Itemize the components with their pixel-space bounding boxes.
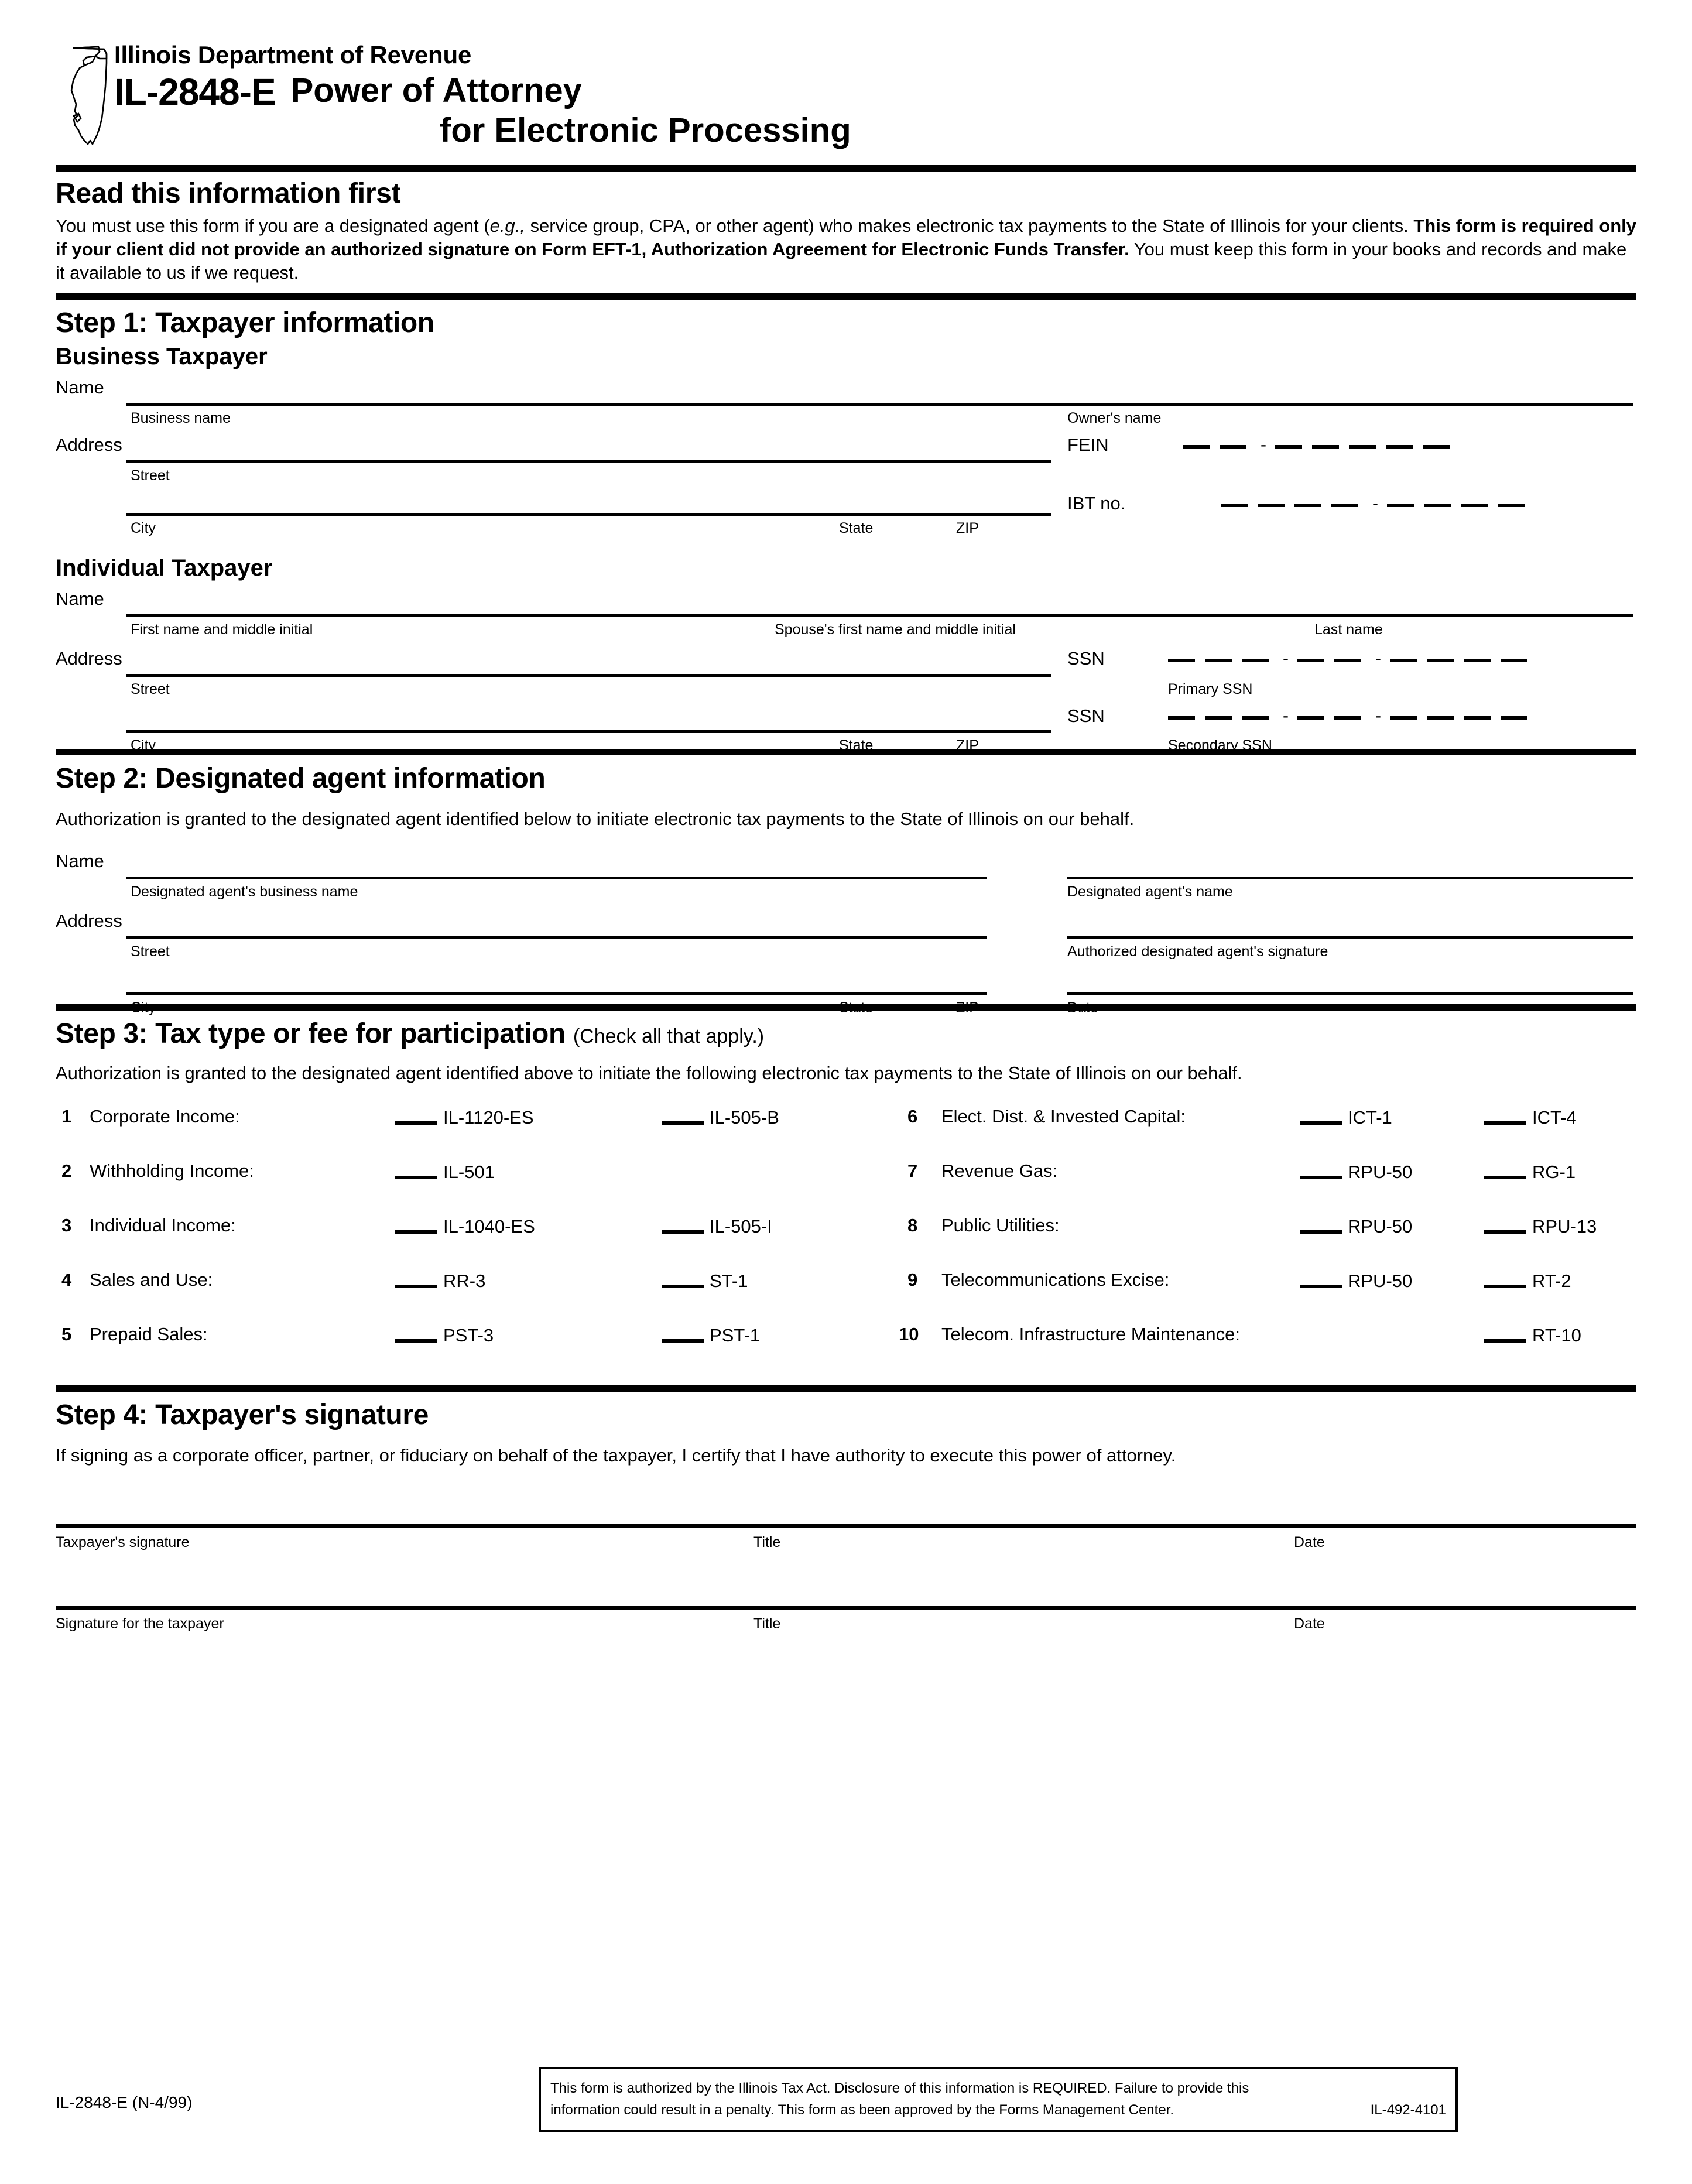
read-first-section <box>0 177 1692 285</box>
department-name: Illinois Department of Revenue <box>114 41 472 69</box>
individual-taxpayer-fields <box>56 588 1636 754</box>
checkbox-option-1[interactable] <box>1300 1161 1412 1183</box>
checkbox-blank[interactable] <box>395 1161 437 1179</box>
cap-owners-name: Owner's name <box>1067 409 1162 426</box>
cap-individual-state: State <box>839 737 874 754</box>
tax-type-row <box>56 1215 1636 1269</box>
row-label: Telecom. Infrastructure Maintenance: <box>941 1324 1241 1345</box>
option-label: PST-1 <box>710 1325 761 1346</box>
step2-intro: Authorization is granted to the designated agent identified below to initiate electronic tax payments to the State of Illinois on our behalf. <box>56 808 1135 829</box>
row-label: Elect. Dist. & Invested Capital: <box>941 1106 1186 1127</box>
checkbox-blank[interactable] <box>1300 1161 1342 1179</box>
row-number: 2 <box>61 1161 72 1182</box>
option-label: RT-10 <box>1532 1325 1581 1346</box>
cap-business-zip: ZIP <box>956 519 979 536</box>
option-label: IL-505-I <box>710 1216 772 1237</box>
checkbox-blank[interactable] <box>1484 1161 1526 1179</box>
step1-heading: Step 1: Taxpayer information <box>56 307 434 338</box>
row-label: Prepaid Sales: <box>90 1324 208 1345</box>
individual-taxpayer-subheading: Individual Taxpayer <box>56 554 273 581</box>
option-label: ICT-4 <box>1532 1107 1577 1128</box>
row-number: 3 <box>61 1215 72 1236</box>
option-label: IL-1040-ES <box>443 1216 535 1237</box>
read-first-eg: e.g., <box>489 215 525 236</box>
row-number: 6 <box>907 1106 918 1127</box>
checkbox-option-2[interactable] <box>1484 1269 1571 1292</box>
row-number: 8 <box>907 1215 918 1236</box>
checkbox-blank[interactable] <box>1484 1324 1526 1343</box>
cap-primary-ssn: Primary SSN <box>1168 680 1253 697</box>
step2-section <box>0 762 1692 1016</box>
checkbox-blank[interactable] <box>662 1215 704 1234</box>
ibt-input[interactable]: - <box>1221 500 1535 507</box>
signature-captions-2 <box>56 1615 1636 1645</box>
row-number: 1 <box>61 1106 72 1127</box>
cap-agent-name: Designated agent's name <box>1067 883 1233 900</box>
form-header <box>0 0 1692 150</box>
option-label: RPU-50 <box>1348 1216 1413 1237</box>
option-label: IL-501 <box>443 1162 495 1183</box>
checkbox-option-2[interactable] <box>1484 1106 1577 1128</box>
tax-type-row <box>56 1269 1636 1324</box>
step2-fields <box>56 850 1636 1016</box>
option-label: RPU-50 <box>1348 1271 1413 1292</box>
step3-section <box>0 1018 1692 1378</box>
cap-individual-zip: ZIP <box>956 737 979 754</box>
agent-business-name-input[interactable] <box>126 877 987 879</box>
taxpayer-signature-line-2[interactable] <box>56 1606 1636 1610</box>
cap-last-name: Last name <box>1314 621 1383 638</box>
checkbox-option-1[interactable] <box>395 1269 485 1292</box>
cap-agent-zip: ZIP <box>956 999 979 1016</box>
checkbox-option-2[interactable] <box>1484 1215 1597 1237</box>
cap-business-street: Street <box>131 467 170 484</box>
option-label: IL-505-B <box>710 1107 779 1128</box>
primary-ssn-label: SSN <box>1067 648 1105 669</box>
tax-type-row <box>56 1324 1636 1378</box>
step3-grid <box>56 1106 1636 1378</box>
agent-street-input[interactable] <box>126 936 987 939</box>
read-first-text-a: You must use this form if you are a designated agent ( <box>56 215 490 236</box>
step4-section <box>0 1399 1692 1644</box>
option-label: IL-1120-ES <box>443 1107 534 1128</box>
individual-name-label: Name <box>56 588 104 609</box>
authorization-notice-line-1: This form is authorized by the Illinois Tax Act. Disclosure of this information is REQUIRED. Failure to provide this <box>550 2080 1249 2096</box>
checkbox-blank[interactable] <box>1484 1215 1526 1234</box>
option-label: RT-2 <box>1532 1271 1571 1292</box>
row-number: 9 <box>907 1269 918 1290</box>
checkbox-blank[interactable] <box>395 1215 437 1234</box>
read-first-paragraph <box>56 214 1636 285</box>
checkbox-option-1[interactable] <box>395 1161 495 1183</box>
signature-captions-1 <box>56 1534 1636 1563</box>
checkbox-blank[interactable] <box>1484 1106 1526 1125</box>
step3-heading-main: Step 3: Tax type or fee for participation <box>56 1018 566 1049</box>
business-name-input[interactable] <box>126 403 1633 406</box>
business-taxpayer-fields <box>56 376 1636 536</box>
cap-business-name: Business name <box>131 409 231 426</box>
option-label: RG-1 <box>1532 1162 1576 1183</box>
individual-street-input[interactable] <box>126 674 1051 677</box>
agent-date-input[interactable] <box>1067 992 1633 995</box>
checkbox-option-2[interactable] <box>662 1215 772 1237</box>
option-label: RPU-13 <box>1532 1216 1597 1237</box>
agent-name-label: Name <box>56 850 104 871</box>
cap-taxpayer-signature-1: Taxpayer's signature <box>56 1533 190 1550</box>
ibt-label: IBT no. <box>1067 492 1126 514</box>
read-first-text-c: You must keep this form in your books and records and make it available to us if we request. <box>56 239 1627 283</box>
divider-rule <box>56 1385 1636 1392</box>
row-number: 4 <box>61 1269 72 1290</box>
cap-business-city: City <box>131 519 156 536</box>
cap-individual-city: City <box>131 737 156 754</box>
row-label: Revenue Gas: <box>941 1161 1058 1182</box>
business-taxpayer-subheading: Business Taxpayer <box>56 343 268 369</box>
row-number: 10 <box>899 1324 919 1345</box>
cap-secondary-ssn: Secondary SSN <box>1168 737 1272 754</box>
individual-name-input[interactable] <box>126 614 1633 617</box>
cap-business-state: State <box>839 519 874 536</box>
business-address-label: Address <box>56 434 122 455</box>
taxpayer-signature-line-1[interactable] <box>56 1524 1636 1528</box>
row-label: Withholding Income: <box>90 1161 254 1182</box>
business-street-input[interactable] <box>126 460 1051 463</box>
form-title-line1: Power of Attorney <box>290 71 582 109</box>
cap-first-name: First name and middle initial <box>131 621 313 638</box>
checkbox-blank[interactable] <box>662 1324 704 1343</box>
agent-city-input[interactable] <box>126 992 987 995</box>
checkbox-blank[interactable] <box>1484 1269 1526 1288</box>
checkbox-option-2[interactable] <box>1484 1324 1581 1346</box>
cap-agent-street: Street <box>131 943 170 960</box>
checkbox-blank[interactable] <box>395 1324 437 1343</box>
option-label: RPU-50 <box>1348 1162 1413 1183</box>
agent-name-input[interactable] <box>1067 877 1633 879</box>
read-first-bold: This form is required only if your client did not provide an authorized signature on Form EFT-1, Authorization Agreement for Electronic Funds Transfer. <box>56 215 1637 260</box>
tax-type-row <box>56 1161 1636 1215</box>
option-label: ICT-1 <box>1348 1107 1392 1128</box>
cap-agent-date: Date <box>1067 999 1098 1016</box>
cap-individual-street: Street <box>131 680 170 697</box>
row-label: Individual Income: <box>90 1215 236 1236</box>
agent-address-label: Address <box>56 910 122 931</box>
divider-rule <box>56 165 1636 172</box>
secondary-ssn-input[interactable]: - - <box>1168 713 1537 720</box>
cap-agent-business-name: Designated agent's business name <box>131 883 358 900</box>
form-number: IL-2848-E <box>114 71 276 113</box>
row-label: Public Utilities: <box>941 1215 1060 1236</box>
cap-spouse-name: Spouse's first name and middle initial <box>775 621 1016 638</box>
step4-heading: Step 4: Taxpayer's signature <box>56 1399 429 1431</box>
divider-rule <box>56 293 1636 300</box>
checkbox-option-1[interactable] <box>395 1324 494 1346</box>
checkbox-option-2[interactable] <box>662 1269 748 1292</box>
authorization-notice-line-2 <box>550 2099 1446 2121</box>
cap-date-1: Date <box>1294 1533 1325 1550</box>
checkbox-blank[interactable] <box>1300 1269 1342 1288</box>
authorization-notice-text-2: information could result in a penalty. This form as been approved by the Forms Management Center. <box>550 2102 1174 2118</box>
option-label: RR-3 <box>443 1271 486 1292</box>
checkbox-option-1[interactable] <box>1300 1215 1412 1237</box>
step3-intro: Authorization is granted to the designated agent identified above to initiate the following electronic tax payments to the State of Illinois on our behalf. <box>56 1062 1242 1083</box>
checkbox-blank[interactable] <box>395 1269 437 1288</box>
agent-signature-input[interactable] <box>1067 936 1633 939</box>
row-label: Sales and Use: <box>90 1269 213 1290</box>
checkbox-blank[interactable] <box>662 1106 704 1125</box>
form-revision-code: IL-2848-E (N-4/99) <box>56 2093 193 2111</box>
cap-agent-city: City <box>131 999 156 1016</box>
secondary-ssn-label: SSN <box>1067 705 1105 726</box>
row-number: 7 <box>907 1161 918 1182</box>
checkbox-option-1[interactable] <box>1300 1269 1412 1292</box>
individual-city-input[interactable] <box>126 730 1051 733</box>
cap-taxpayer-signature-2: Signature for the taxpayer <box>56 1615 224 1632</box>
business-name-label: Name <box>56 376 104 398</box>
checkbox-option-1[interactable] <box>395 1106 534 1128</box>
cap-title-1: Title <box>753 1533 781 1550</box>
row-label: Corporate Income: <box>90 1106 240 1127</box>
read-first-text-b: service group, CPA, or other agent) who makes electronic tax payments to the State of Illinois for your clients. <box>525 215 1414 236</box>
fein-label: FEIN <box>1067 434 1109 455</box>
checkbox-option-1[interactable] <box>395 1215 535 1237</box>
row-number: 5 <box>61 1324 72 1345</box>
row-label: Telecommunications Excise: <box>941 1269 1170 1290</box>
authorization-notice-box <box>539 2067 1458 2132</box>
fein-input[interactable]: - <box>1183 441 1460 449</box>
option-label: ST-1 <box>710 1271 748 1292</box>
step2-heading: Step 2: Designated agent information <box>56 762 546 794</box>
checkbox-blank[interactable] <box>1300 1215 1342 1234</box>
individual-address-label: Address <box>56 648 122 669</box>
checkbox-blank[interactable] <box>662 1269 704 1288</box>
step3-heading-note: (Check all that apply.) <box>573 1025 765 1048</box>
checkbox-option-2[interactable] <box>1484 1161 1575 1183</box>
form-title-line2: for Electronic Processing <box>440 111 851 149</box>
cap-date-2: Date <box>1294 1615 1325 1632</box>
read-first-heading: Read this information first <box>56 177 401 209</box>
step4-intro: If signing as a corporate officer, partner, or fiduciary on behalf of the taxpayer, I certify that I have authority to execute this power of attorney. <box>56 1445 1176 1466</box>
checkbox-blank[interactable] <box>395 1106 437 1125</box>
business-city-input[interactable] <box>126 513 1051 516</box>
checkbox-option-2[interactable] <box>662 1324 760 1346</box>
tax-type-row <box>56 1106 1636 1161</box>
checkbox-option-2[interactable] <box>662 1106 779 1128</box>
cap-title-2: Title <box>753 1615 781 1632</box>
option-label: PST-3 <box>443 1325 494 1346</box>
cap-agent-state: State <box>839 999 874 1016</box>
checkbox-option-1[interactable] <box>1300 1106 1392 1128</box>
cap-agent-signature: Authorized designated agent's signature <box>1067 943 1328 960</box>
step1-section <box>0 307 1692 754</box>
form-reference-code: IL-492-4101 <box>1370 2102 1446 2118</box>
step3-heading <box>56 1018 1636 1050</box>
checkbox-blank[interactable] <box>1300 1106 1342 1125</box>
illinois-state-outline-icon <box>63 43 117 149</box>
primary-ssn-input[interactable]: - - <box>1168 655 1537 662</box>
